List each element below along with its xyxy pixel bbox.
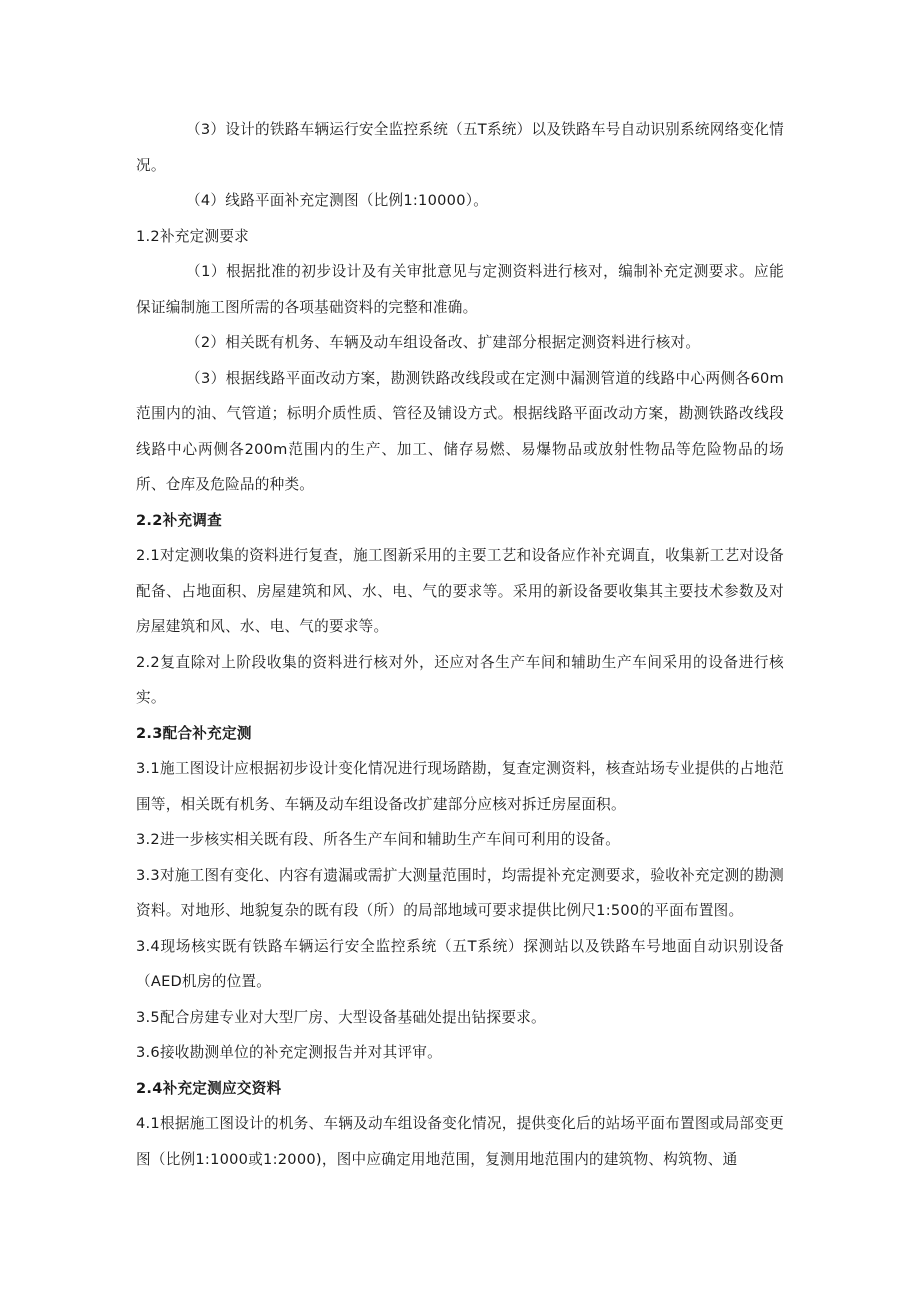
paragraph-2-2: 2.2复直除对上阶段收集的资料进行核对外，还应对各生产车间和辅助生产车间采用的设备进行核实。 xyxy=(136,653,784,706)
paragraph-item-3-5t-system: （3）设计的铁路车辆运行安全监控系统（五T系统）以及铁路车号自动识别系统网络变化情况。 xyxy=(136,121,784,174)
paragraph-item-3-pipelines: （3）根据线路平面改动方案，勘测铁路改线段或在定测中漏测管道的线路中心两侧各60m范围内的油、气管道；标明介质性质、管径及铺设方式。根据线路平面改动方案，勘测铁路改线段线路中心两侧各200m范围内的生产、加工、储存易燃、易爆物品或放射性物品等危险物品的场所、仓库及危险品的种类。 xyxy=(136,369,784,493)
paragraph-item-2-equipment: （2）相关既有机务、车辆及动车组设备改、扩建部分根据定测资料进行核对。 xyxy=(186,334,701,351)
paragraph-2-1: 2.1对定测收集的资料进行复查，施工图新采用的主要工艺和设备应作补充调直，收集新工艺对设备配备、占地面积、房屋建筑和风、水、电、气的要求等。采用的新设备要收集其主要技术参数及对房屋建筑和风、水、电、气的要求等。 xyxy=(136,547,784,635)
section-heading-2-3: 2.3配合补充定测 xyxy=(136,724,252,742)
paragraph-3-3: 3.3对施工图有变化、内容有遗漏或需扩大测量范围时，均需提补充定测要求，验收补充定测的勘测资料。对地形、地貌复杂的既有段（所）的局部地域可要求提供比例尺1:500的平面布置图。 xyxy=(136,866,784,919)
document-page xyxy=(136,112,784,1177)
paragraph-item-1-verify: （1）根据批准的初步设计及有关审批意见与定测资料进行核对，编制补充定测要求。应能保证编制施工图所需的各项基础资料的完整和准确。 xyxy=(136,263,784,316)
section-heading-2-2: 2.2补充调查 xyxy=(136,511,222,529)
paragraph-3-5: 3.5配合房建专业对大型厂房、大型设备基础处提出钻探要求。 xyxy=(136,1008,546,1026)
paragraph-3-1: 3.1施工图设计应根据初步设计变化情况进行现场踏勘，复查定测资料，核查站场专业提供的占地范围等，相关既有机务、车辆及动车组设备改扩建部分应核对拆迁房屋面积。 xyxy=(136,760,784,813)
paragraph-3-2: 3.2进一步核实相关既有段、所各生产车间和辅助生产车间可利用的设备。 xyxy=(136,831,621,848)
section-heading-2-4: 2.4补充定测应交资料 xyxy=(136,1079,282,1097)
paragraph-3-4: 3.4现场核实既有铁路车辆运行安全监控系统（五T系统）探测站以及铁路车号地面自动识别设备（AED机房的位置。 xyxy=(136,937,784,990)
paragraph-item-4-plan-map: （4）线路平面补充定测图（比例1:10000）。 xyxy=(186,192,489,209)
section-heading-1-2: 1.2补充定测要求 xyxy=(136,227,250,245)
paragraph-3-6: 3.6接收勘测单位的补充定测报告并对其评审。 xyxy=(136,1044,442,1061)
paragraph-4-1: 4.1根据施工图设计的机务、车辆及动车组设备变化情况，提供变化后的站场平面布置图或局部变更图（比例1:1000或1:2000)，图中应确定用地范围，复测用地范围内的建筑物、构筑物、通 xyxy=(136,1115,784,1168)
